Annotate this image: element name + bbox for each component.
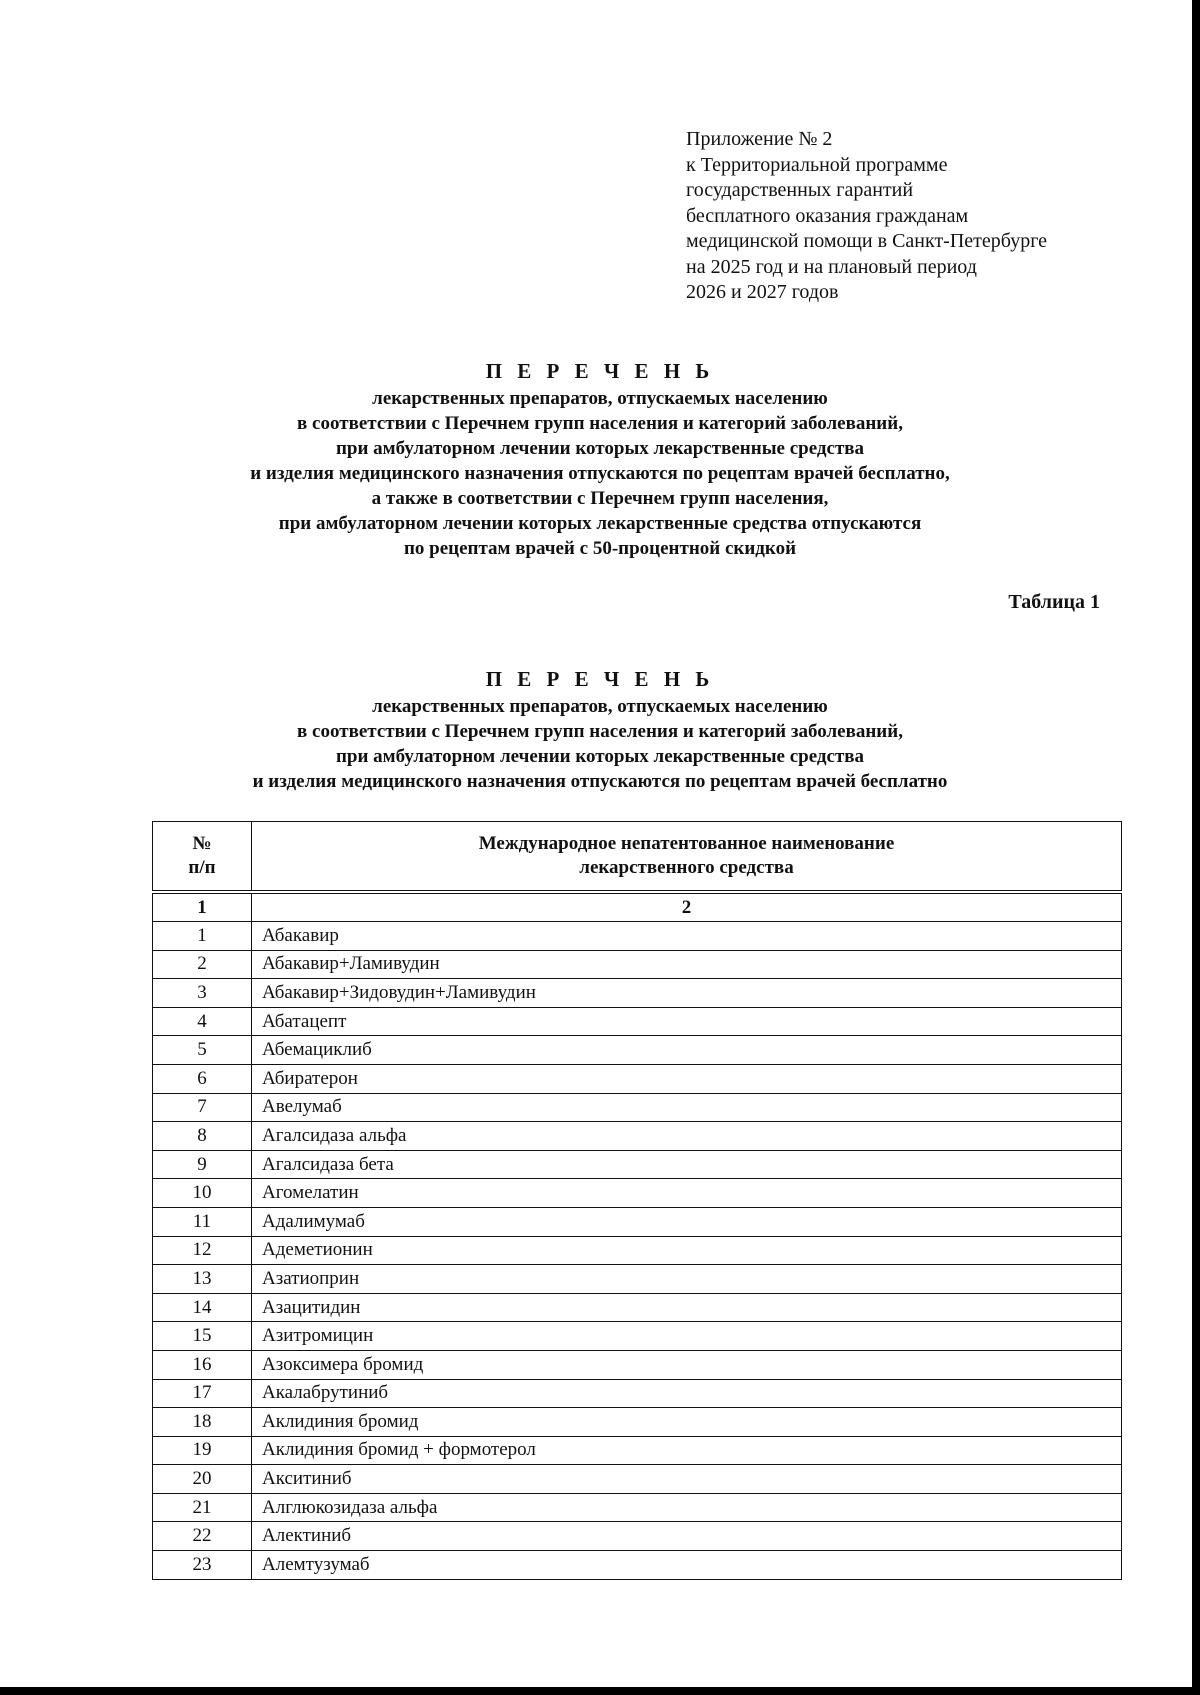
row-number: 9 xyxy=(153,1150,252,1179)
table-row xyxy=(153,1150,1122,1179)
table-row xyxy=(153,1093,1122,1122)
drug-name: Аклидиния бромид xyxy=(252,1408,1122,1437)
appendix-line: медицинской помощи в Санкт-Петербурге xyxy=(686,230,1048,252)
table-row xyxy=(153,1408,1122,1437)
row-number: 23 xyxy=(153,1551,252,1580)
drug-name: Адалимумаб xyxy=(252,1207,1122,1236)
row-number: 18 xyxy=(153,1408,252,1437)
table-row xyxy=(153,1122,1122,1151)
heading-line: при амбулаторном лечении которых лекарственные средства отпускаются xyxy=(278,513,922,534)
row-number: 17 xyxy=(153,1379,252,1408)
drug-name: Агалсидаза альфа xyxy=(252,1122,1122,1151)
table-row xyxy=(153,1436,1122,1465)
row-number: 6 xyxy=(153,1064,252,1093)
heading-line: в соответствии с Перечнем групп населения и категорий заболеваний, xyxy=(297,721,903,742)
row-number: 7 xyxy=(153,1093,252,1122)
appendix-note xyxy=(686,127,1106,306)
table-row xyxy=(153,950,1122,979)
main-heading xyxy=(0,359,1200,561)
row-number: 19 xyxy=(153,1436,252,1465)
header-name-line: лекарственного средства xyxy=(579,857,794,878)
column-number: 2 xyxy=(252,894,1122,922)
appendix-line: на 2025 год и на плановый период xyxy=(686,255,977,278)
heading-title: П Е Р Е Ч Е Н Ь xyxy=(485,667,715,691)
appendix-line: Приложение № 2 xyxy=(686,128,833,150)
heading-line: лекарственных препаратов, отпускаемых населению xyxy=(372,696,828,717)
table-row xyxy=(153,1207,1122,1236)
drug-name: Абакавир+Ламивудин xyxy=(252,950,1122,979)
scan-border-right xyxy=(1192,0,1200,1695)
heading-line: и изделия медицинского назначения отпускаются по рецептам врачей бесплатно xyxy=(252,771,948,792)
table-row xyxy=(153,1007,1122,1036)
scan-border-bottom xyxy=(0,1687,1200,1695)
table-heading xyxy=(0,667,1200,794)
drug-name: Азацитидин xyxy=(252,1293,1122,1322)
drug-name: Азоксимера бромид xyxy=(252,1350,1122,1379)
header-name-line: Международное непатентованное наименование xyxy=(478,833,895,854)
table-row xyxy=(153,1236,1122,1265)
header-number-line: № xyxy=(192,833,212,854)
drug-name: Агалсидаза бета xyxy=(252,1150,1122,1179)
heading-title: П Е Р Е Ч Е Н Ь xyxy=(485,359,715,383)
appendix-line: государственных гарантий xyxy=(686,179,914,201)
table-row xyxy=(153,1350,1122,1379)
drug-list-table xyxy=(152,821,1122,1580)
row-number: 15 xyxy=(153,1322,252,1351)
drug-name: Агомелатин xyxy=(252,1179,1122,1208)
row-number: 12 xyxy=(153,1236,252,1265)
row-number: 20 xyxy=(153,1465,252,1494)
heading-line: по рецептам врачей с 50-процентной скидкой xyxy=(403,538,797,559)
drug-name: Алглюкозидаза альфа xyxy=(252,1493,1122,1522)
row-number: 16 xyxy=(153,1350,252,1379)
row-number: 3 xyxy=(153,979,252,1008)
drug-name: Азатиоприн xyxy=(252,1265,1122,1294)
row-number: 2 xyxy=(153,950,252,979)
row-number: 13 xyxy=(153,1265,252,1294)
heading-line: при амбулаторном лечении которых лекарственные средства xyxy=(335,746,865,767)
table-row xyxy=(153,1179,1122,1208)
table-row xyxy=(153,1551,1122,1580)
heading-line: при амбулаторном лечении которых лекарственные средства xyxy=(335,438,865,459)
row-number: 11 xyxy=(153,1207,252,1236)
row-number: 14 xyxy=(153,1293,252,1322)
header-number-line: п/п xyxy=(188,857,216,878)
table-row xyxy=(153,1322,1122,1351)
column-number: 1 xyxy=(153,894,252,922)
drug-name: Алектиниб xyxy=(252,1522,1122,1551)
row-number: 21 xyxy=(153,1493,252,1522)
row-number: 8 xyxy=(153,1122,252,1151)
row-number: 5 xyxy=(153,1036,252,1065)
heading-line: в соответствии с Перечнем групп населения и категорий заболеваний, xyxy=(297,413,903,434)
table-row xyxy=(153,1293,1122,1322)
drug-name: Абатацепт xyxy=(252,1007,1122,1036)
row-number: 4 xyxy=(153,1007,252,1036)
drug-name: Аклидиния бромид + формотерол xyxy=(252,1436,1122,1465)
heading-line: лекарственных препаратов, отпускаемых населению xyxy=(372,388,828,409)
drug-name: Авелумаб xyxy=(252,1093,1122,1122)
appendix-line: 2026 и 2027 годов xyxy=(686,281,839,303)
row-number: 1 xyxy=(153,922,252,951)
heading-line: и изделия медицинского назначения отпускаются по рецептам врачей бесплатно, xyxy=(250,463,950,484)
row-number: 10 xyxy=(153,1179,252,1208)
table-row xyxy=(153,1064,1122,1093)
appendix-line: к Территориальной программе xyxy=(686,153,948,176)
appendix-line: бесплатного оказания гражданам xyxy=(686,204,969,227)
table-row xyxy=(153,979,1122,1008)
header-drug-name xyxy=(252,822,1122,891)
drug-name: Адеметионин xyxy=(252,1236,1122,1265)
table-row xyxy=(153,1379,1122,1408)
table-row xyxy=(153,1036,1122,1065)
row-number: 22 xyxy=(153,1522,252,1551)
drug-name: Алемтузумаб xyxy=(252,1551,1122,1580)
drug-name: Акалабрутиниб xyxy=(252,1379,1122,1408)
heading-line: а также в соответствии с Перечнем групп населения, xyxy=(371,488,829,509)
drug-name: Акситиниб xyxy=(252,1465,1122,1494)
table-header-row xyxy=(153,822,1122,891)
table-row xyxy=(153,1493,1122,1522)
table-label: Таблица 1 xyxy=(1008,591,1100,613)
table-row xyxy=(153,922,1122,951)
drug-name: Абакавир xyxy=(252,922,1122,951)
header-number xyxy=(153,822,252,891)
drug-name: Абемациклиб xyxy=(252,1036,1122,1065)
table-row xyxy=(153,1522,1122,1551)
table-row xyxy=(153,1465,1122,1494)
table-row xyxy=(153,1265,1122,1294)
column-number-row xyxy=(153,894,1122,922)
drug-name: Азитромицин xyxy=(252,1322,1122,1351)
drug-name: Абакавир+Зидовудин+Ламивудин xyxy=(252,979,1122,1008)
drug-name: Абиратерон xyxy=(252,1064,1122,1093)
